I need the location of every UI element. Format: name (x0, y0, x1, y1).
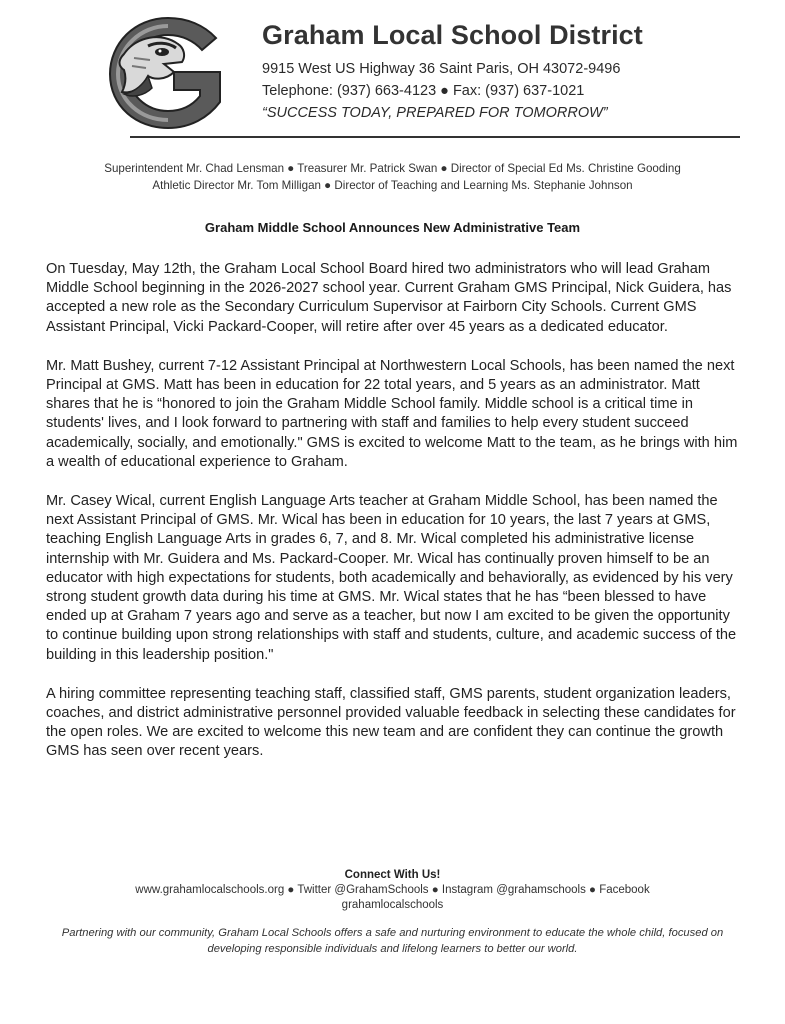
mission-statement: Partnering with our community, Graham Local Schools offers a safe and nurturing environment to educate the whole child, focused on developing responsible individuals and lifelong learners to better our world. (61, 927, 724, 955)
article-paragraph-4: A hiring committee representing teaching staff, classified staff, GMS parents, student organization leaders, coaches, and district administrative personnel provided valuable feedback in selecting these candidates for the open roles. We are excited to welcome this new team and are confident they can continue the growth GMS has seen over recent years. (46, 685, 736, 760)
article-body (46, 260, 740, 782)
district-address: 9915 West US Highway 36 Saint Paris, OH 43072-9496 (262, 61, 621, 77)
connect-section (0, 868, 785, 913)
article-paragraph-1: On Tuesday, May 12th, the Graham Local School Board hired two administrators who will lead Graham Middle School beginning in the 2026-2027 school year. Current Graham GMS Principal, Nick Guidera, has accepted a new role as the Secondary Curriculum Supervisor at Fairborn City Schools. Current GMS Assistant Principal, Vicki Packard-Cooper, will retire after over 45 years as a dedicated educator. (46, 261, 732, 335)
header-divider (130, 136, 740, 138)
district-name: Graham Local School District (262, 20, 643, 50)
district-phone-fax: Telephone: (937) 663-4123 ● Fax: (937) 637-1021 (262, 83, 585, 99)
district-info (262, 18, 643, 124)
administration-line-1: Superintendent Mr. Chad Lensman ● Treasurer Mr. Patrick Swan ● Director of Special Ed Ms. Christine Gooding (104, 162, 681, 175)
article-paragraph-3: Mr. Casey Wical, current English Language Arts teacher at Graham Middle School, has been named the next Assistant Principal of GMS. Mr. Wical has been in education for 10 years, the last 7 years at GMS, teaching English Language Arts in grades 6, 7, and 8. Mr. Wical completed his administrative license internship with Mr. Guidera and Ms. Packard-Cooper. Mr. Wical has continually proven himself to be an educator with high expectations for students, both academically and behaviorally, as evidenced by his very strong student growth data during his time at GMS. Mr. Wical states that he has “been blessed to have ended up at Graham 7 years ago and serve as a teacher, but now I am excited to be given the opportunity to continue building upon strong relationships with staff and students, culture, and academic success of the building in this leadership position." (46, 493, 737, 663)
article-headline: Graham Middle School Announces New Administrative Team (204, 220, 581, 235)
connect-links-line-1: www.grahamlocalschools.org ● Twitter @GrahamSchools ● Instagram @grahamschools ● Facebook (135, 884, 650, 896)
falcon-g-logo-icon (104, 14, 232, 132)
connect-title: Connect With Us! (344, 869, 441, 881)
letterhead (104, 14, 740, 136)
administration-line-2: Athletic Director Mr. Tom Milligan ● Director of Teaching and Learning Ms. Stephanie Johnson (152, 179, 633, 192)
connect-links-line-2: grahamlocalschools (341, 899, 444, 911)
district-motto: “SUCCESS TODAY, PREPARED FOR TOMORROW” (262, 105, 608, 121)
article-paragraph-2: Mr. Matt Bushey, current 7-12 Assistant Principal at Northwestern Local Schools, has been named the next Principal at GMS. Matt has been in education for 22 total years, and 5 years as an administrator. Matt shares that he is “honored to join the Graham Middle School family. Middle school is a critical time in students' lives, and I look forward to partnering with staff and families to help every student succeed academically, socially, and emotionally." GMS is excited to welcome Matt to the team, as he brings with him a wealth of educational experience to Graham. (46, 357, 738, 470)
